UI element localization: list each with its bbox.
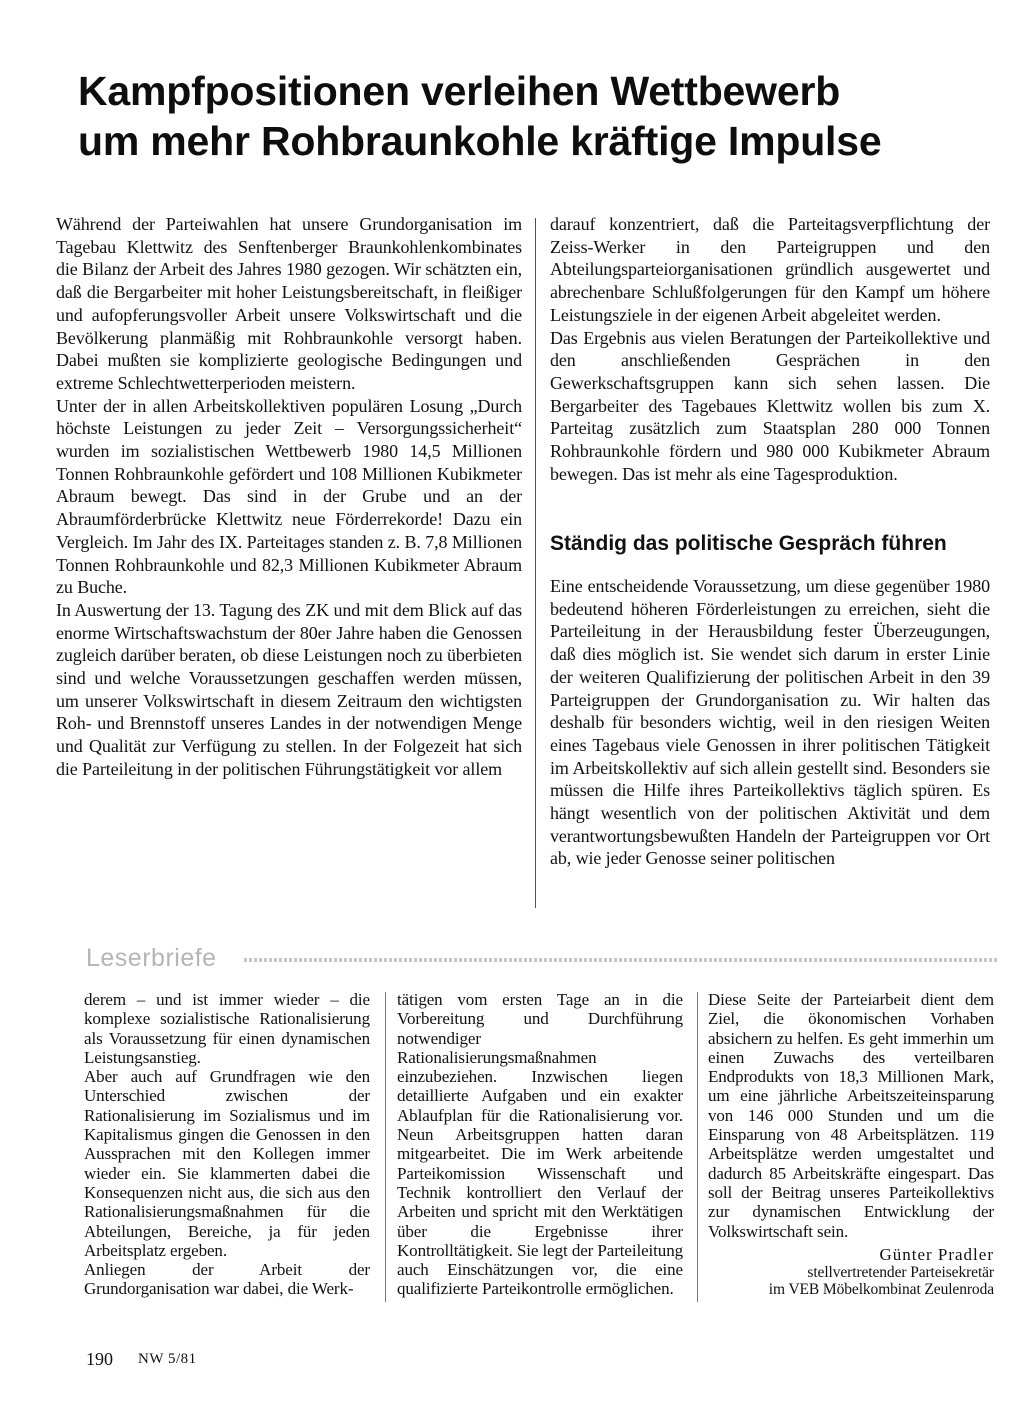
leserbriefe-label: Leserbriefe (86, 944, 217, 972)
leserbriefe-rule (244, 958, 998, 962)
article-subheading: Ständig das politische Gespräch führen (550, 532, 947, 555)
article-paragraph: Eine entscheidende Voraussetzung, um diese gegenüber 1980 bedeutend höheren Förderleistungen zu erreichen, sieht die Parteileitung in der Herausbildung fester Überzeugungen, daß dies möglich ist. Sie wendet sich darum in erster Linie der weiteren Qualifizierung der politischen Arbeit in den 39 Parteigruppen der Grundorganisation zu. Wir halten das deshalb für besonders wichtig, weil in den riesigen Weiten eines Tagebaus viele Genossen in ihrer politischen Tätigkeit im Arbeitskollektiv auf sich allein gestellt sind. Besonders sie müssen die Hilfe ihres Parteikollektivs täglich spüren. Es hängt wesentlich von der politischen Aktivität und dem verantwortungsbewußten Handeln der Parteigruppen vor Ort ab, wie jeder Genosse seiner politischen (550, 576, 990, 869)
letter-column-2 (397, 990, 683, 1299)
letter-paragraph: Diese Seite der Parteiarbeit dient dem Ziel, die ökonomischen Vorhaben absichern zu helfen. Es geht immerhin um einen Zuwachs des verteilbaren Endprodukts von 18,3 Millionen Mark, um eine jährliche Arbeitszeiteinsparung von 146 000 Stunden und um die Einsparung von 48 Arbeitsplätzen. 119 Arbeitsplätze werden umgestaltet und dadurch 85 Arbeitskräfte eingespart. Das soll der Beitrag unseres Parteikollektivs zur dynamischen Entwicklung der Volkswirtschaft sein. (708, 990, 994, 1241)
article-paragraph: Während der Parteiwahlen hat unsere Grundorganisation im Tagebau Klettwitz des Senftenberger Braunkohlenkombinates die Bilanz der Arbeit des Jahres 1980 gezogen. Wir schätzten ein, daß die Bergarbeiter mit hoher Leistungsbereitschaft, in fleißiger und aufopferungsvoller Arbeit unsere Volkswirtschaft und die Bevölkerung planmäßig mit Rohbraunkohle versorgt haben. Dabei mußten sie komplizierte geologische Bedingungen und extreme Schlechtwetterperioden meistern. (56, 214, 522, 393)
letter-paragraph: derem – und ist immer wieder – die komplexe sozialistische Rationalisierung als Voraussetzung für einen dynamischen Leistungsanstieg. (84, 990, 370, 1067)
issue-label: NW 5/81 (138, 1351, 197, 1367)
headline-line-2: um mehr Rohbraunkohle kräftige Impulse (78, 118, 882, 164)
article-headline (78, 66, 998, 166)
letter-paragraph: Anliegen der Arbeit der Grundorganisation war dabei, die Werk- (84, 1260, 370, 1299)
article-paragraph: darauf konzentriert, daß die Parteitagsverpflichtung der Zeiss-Werker in den Parteigruppen und den Abteilungsparteiorganisationen gründlich ausgewertet und abrechenbare Schlußfolgerungen für den Kampf um höhere Leistungsziele in der eigenen Arbeit abgeleitet werden. (550, 214, 990, 325)
article-paragraph: Unter der in allen Arbeitskollektiven populären Losung „Durch höchste Leistungen zu jeder Zeit – Versorgungssicherheit“ wurden im sozialistischen Wettbewerb 1980 14,5 Millionen Tonnen Rohbraunkohle gefördert und 108 Millionen Kubikmeter Abraum bewegt. Das sind in der Grube und an der Abraumförderbrücke Klettwitz neue Förderrekorde! Dazu ein Vergleich. Im Jahr des IX. Parteitages standen z. B. 7,8 Millionen Tonnen Rohbraunkohle und 82,3 Millionen Kubikmeter Abraum zu Buche. (56, 395, 522, 598)
letter-column-3 (708, 990, 994, 1298)
article-paragraph: In Auswertung der 13. Tagung des ZK und mit dem Blick auf das enorme Wirtschaftswachstum der 80er Jahre haben die Genossen zugleich darüber beraten, ob diese Leistungen noch zu überbieten sind und welche Voraussetzungen geschaffen werden müssen, um unserer Volkswirtschaft in diesem Zeitraum den wichtigsten Roh- und Brennstoff unseres Landes in der notwendigen Menge und Qualität zur Verfügung zu stellen. In der Folgezeit hat sich die Parteileitung in der politischen Führungstätigkeit vor allem (56, 599, 522, 779)
author-organization: im VEB Möbelkombinat Zeulenroda (768, 1281, 994, 1299)
author-name: Günter Pradler (879, 1244, 994, 1264)
letter-column-divider (385, 992, 386, 1302)
author-role: stellvertretender Parteisekretär (807, 1264, 994, 1282)
letter-paragraph: tätigen vom ersten Tage an in die Vorbereitung und Durchführung notwendiger Rationalisierungsmaßnahmen einzubeziehen. Inzwischen liegen detaillierte Aufgaben und ein exakter Ablaufplan für die Rationalisierung vor. Neun Arbeitsgruppen hatten daran mitgearbeitet. Die im Werk arbeitende Parteikomission Wissenschaft und Technik kontrolliert den Verlauf der Arbeiten und spricht mit den Werktätigen über die Ergebnisse ihrer Kontrolltätigkeit. Sie legt der Parteileitung auch Einschätzungen vor, die eine qualifizierte Parteikontrolle ermöglichen. (397, 990, 683, 1299)
article-paragraph: Das Ergebnis aus vielen Beratungen der Parteikollektive und den anschließenden Gesprächen in den Gewerkschaftsgruppen kann sich sehen lassen. Die Bergarbeiter des Tagebaues Klettwitz wollen bis zum X. Parteitag zusätzlich zum Staatsplan 280 000 Tonnen Rohbraunkohle fördern und 980 000 Kubikmeter Abraum bewegen. Das ist mehr als eine Tagesproduktion. (550, 327, 990, 484)
headline-line-1: Kampfpositionen verleihen Wettbewerb (78, 68, 841, 114)
article-column-1 (56, 213, 522, 781)
article-column-2 (550, 213, 990, 485)
page-number: 190 (86, 1349, 113, 1369)
column-divider (535, 218, 536, 908)
letter-column-1 (84, 990, 370, 1299)
leserbriefe-header (86, 944, 998, 972)
article-column-2-continued (550, 575, 990, 870)
letter-paragraph: Aber auch auf Grundfragen wie den Unterschied zwischen der Rationalisierung im Sozialismus und im Kapitalismus gingen die Genossen in den Aussprachen mit den Kollegen immer wieder ein. Sie klammerten dabei die Konsequenzen nicht aus, die sich aus den Rationalisierungsmaßnahmen für die Abteilungen, Bereiche, ja für jeden Arbeitsplatz ergeben. (84, 1067, 370, 1260)
letter-column-divider (697, 992, 698, 1302)
